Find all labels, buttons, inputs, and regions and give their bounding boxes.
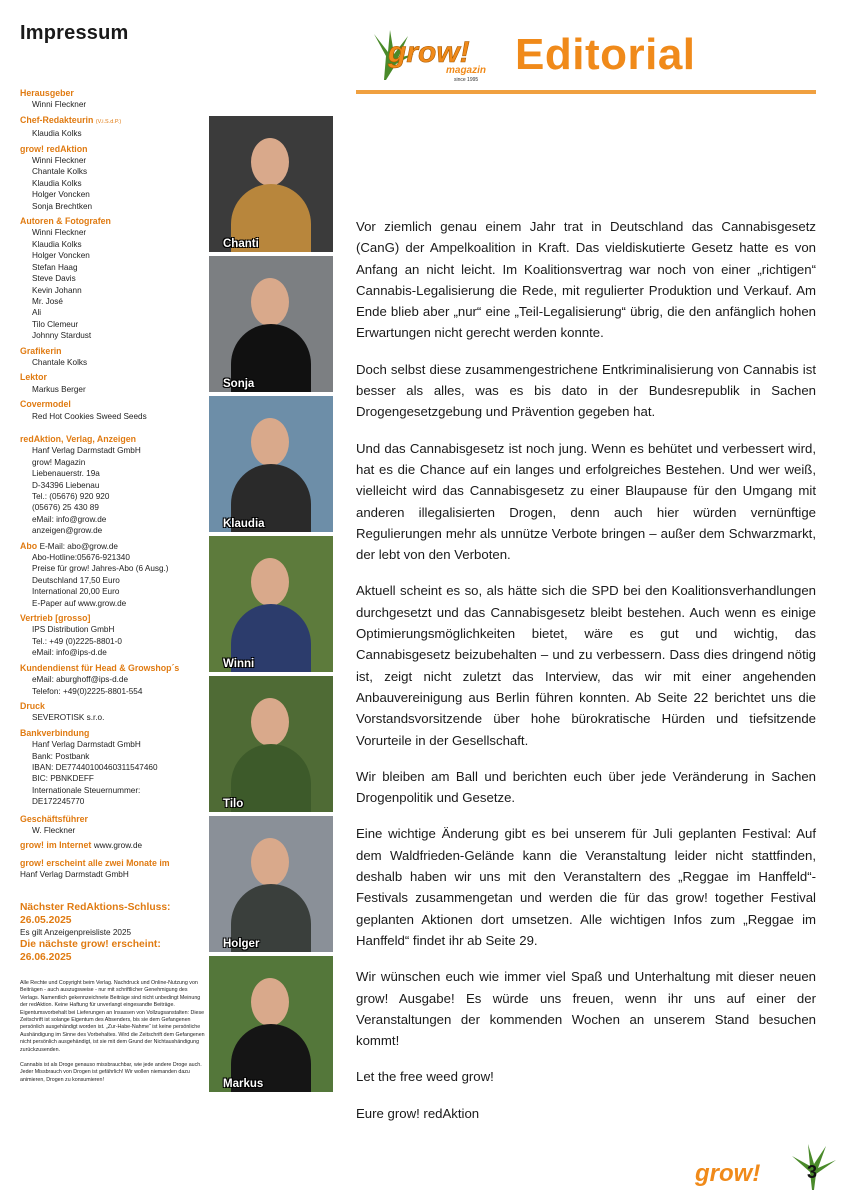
portrait-head xyxy=(251,138,289,186)
impressum-line: Klaudia Kolks xyxy=(32,178,82,188)
portrait-head xyxy=(251,978,289,1026)
photo-caption: Chanti xyxy=(223,238,259,250)
impressum-line: anzeigen@grow.de xyxy=(32,526,103,536)
vertrieb-heading: Vertrieb [grosso] xyxy=(20,613,91,624)
internet-heading: grow! im Internet www.grow.de xyxy=(20,840,143,851)
impressum-line: Tel.: +49 (0)2225-8801-0 xyxy=(32,636,122,646)
photo-caption: Klaudia xyxy=(223,518,265,530)
bank-list xyxy=(20,739,206,807)
impressum-line: Preise für grow! Jahres-Abo (6 Ausg.) xyxy=(32,564,169,574)
autoren-list xyxy=(20,227,206,341)
preisliste-text: Es gilt Anzeigenpreisliste 2025 xyxy=(20,927,132,937)
impressum-line: D-34396 Liebenau xyxy=(32,480,100,490)
article-paragraph: Eure grow! redAktion xyxy=(356,1105,480,1121)
logo-wordmark: grow! xyxy=(388,36,470,69)
impressum-line: Markus Berger xyxy=(32,384,86,394)
photo-caption: Markus xyxy=(223,1078,264,1090)
impressum-line: Mr. José xyxy=(32,296,63,306)
internet-link[interactable]: www.grow.de xyxy=(93,841,143,851)
portrait-head xyxy=(251,278,289,326)
impressum-line: International 20,00 Euro xyxy=(32,587,120,597)
herausgeber-heading: Herausgeber xyxy=(20,88,74,98)
abo-list xyxy=(20,552,206,609)
impressum-line: Tilo Clemeur xyxy=(32,319,79,329)
photo-caption: Tilo xyxy=(223,798,244,810)
impressum-line: eMail: aburghoff@ips-d.de xyxy=(32,675,129,685)
lektor-list xyxy=(20,384,206,395)
grafik-list xyxy=(20,357,206,368)
impressum-line: DE172245770 xyxy=(32,797,85,807)
impressum-line: Internationale Steuernummer: xyxy=(32,785,141,795)
autoren-heading: Autoren & Fotografen xyxy=(20,216,111,227)
impressum-line: Bank: Postbank xyxy=(32,751,90,761)
impressum-line: Red Hot Cookies Sweed Seeds xyxy=(32,411,147,421)
impressum-line: Winni Fleckner xyxy=(32,100,87,110)
editorial-article xyxy=(356,216,816,1139)
warning-text: Cannabis ist als Droge genauso missbrauchbar, wie jede andere Droge auch. Jeder Missbrauch von Drogen ist gefährlich! Wir wollen niemanden dazu animieren, Drogen zu konsumieren! xyxy=(20,1062,202,1083)
logo-sub: magazin xyxy=(446,65,487,76)
impressum-line: Johnny Stardust xyxy=(32,331,92,341)
impressum-line: grow! Magazin xyxy=(32,457,86,467)
team-photos xyxy=(209,116,333,1096)
page-title: Editorial xyxy=(515,30,696,79)
verlag-list xyxy=(20,445,206,536)
erscheint-heading: grow! erscheint alle zwei Monate im xyxy=(20,857,170,868)
photo-tilo xyxy=(209,676,333,812)
logo-since: since 1995 xyxy=(454,77,479,83)
article-paragraph: Eine wichtige Änderung gibt es bei unserem für Juli geplanten Festival: Auf dem Waldfrieden-Gelände kann die Veranstaltung leider nicht stattfinden, deshalb haben wir uns mit den Veranstaltern des „Reggae im Hanffeld“-Festivals zusammengetan und werden die für das grow! together Festival geplanten Aktionen dort umsetzen. Alle wichtigen Infos zum „Reggae im Hanffeld“ findet ihr ab Seite 29. xyxy=(356,826,816,948)
article-paragraph: Und das Cannabisgesetz ist noch jung. Wenn es behütet und verbessert wird, hat es die Chance auf ein langes und erfolgreiches Bestehen. Und wer weiß, vielleicht wird das Cannabisgesetz zu einer Blaupause für den Umgang mit anderen illegalisierten Drogen, denn auch hier würden vernünftige Regulierungen mehr als unnütze Verbote bringen – außer dem Schwarzmarkt, der lebt von den Verboten. xyxy=(356,440,816,563)
impressum-line: eMail: info@ips-d.de xyxy=(32,648,107,658)
article-paragraph: Let the free weed grow! xyxy=(356,1069,494,1085)
impressum-line: Holger Voncken xyxy=(32,190,90,200)
portrait-head xyxy=(251,838,289,886)
article-paragraph: Wir wünschen euch wie immer viel Spaß und Unterhaltung mit dieser neuen grow! Ausgabe! Es würde uns freuen, wenn ihr uns auf einer der Veranstaltungen der kommenden Wochen an unserem Stand besuchen kommt! xyxy=(356,969,816,1049)
photo-caption: Holger xyxy=(223,938,260,950)
portrait-head xyxy=(251,558,289,606)
impressum-line: eMail: info@grow.de xyxy=(32,514,107,524)
impressum-line: Telefon: +49(0)2225-8801-554 xyxy=(32,686,143,696)
gf-list xyxy=(20,825,206,836)
rights-text: Alle Rechte und Copyright beim Verlag. Nachdruck und Online-Nutzung von Beiträgen - auch auszugsweise - nur mit schriftlicher Genehmigung des Verlags. Namentlich gekennzeichnete Beiträge sind nicht unbedingt Meinung der redAktion. Keine Haftung für unverlangt eingesandte Beiträge. Eigentumsvorbehalt bei Lieferungen an Insassen von Vollzugsanstalten: Diese Zeitschrift ist solange Eigentum des Absenders, bis sie dem Gefangenen persönlich ausgehändigt worden ist. „Zur-Habe-Nahme“ ist keine persönliche Aushändigung im Sinne des Vorbehaltes. Wird die Zeitschrift dem Gefangenen nicht persönlich ausgehändigt, ist sie mit dem Grund der Nichtaushändigung zurückzusenden. xyxy=(20,980,205,1053)
lektor-heading: Lektor xyxy=(20,372,47,383)
redaktion-list xyxy=(20,155,206,212)
portrait-head xyxy=(251,418,289,466)
gf-heading: Geschäftsführer xyxy=(20,813,88,824)
impressum-line: Hanf Verlag Darmstadt GmbH xyxy=(32,446,141,456)
photo-sonja xyxy=(209,256,333,392)
abo-heading: Abo E-Mail: abo@grow.de xyxy=(20,540,118,551)
bank-heading: Bankverbindung xyxy=(20,727,90,738)
druck-list xyxy=(20,712,206,723)
impressum-line: Deutschland 17,50 Euro xyxy=(32,575,120,585)
impressum-line: Winni Fleckner xyxy=(32,156,87,166)
impressum-line: Stefan Haag xyxy=(32,262,78,272)
verlag-heading: redAktion, Verlag, Anzeigen xyxy=(20,433,137,444)
impressum-line: Klaudia Kolks xyxy=(32,129,82,139)
portrait-head xyxy=(251,698,289,746)
redaktion-heading: grow! redAktion xyxy=(20,143,88,154)
article-paragraph: Wir bleiben am Ball und berichten euch über jede Veränderung in Sachen Drogenpolitik und Gesetze. xyxy=(356,768,816,806)
schluss-label: Nächster RedAktions-Schluss: xyxy=(20,901,171,913)
kundendienst-heading: Kundendienst für Head & Growshop´s xyxy=(20,662,180,673)
impressum-column xyxy=(20,84,206,1084)
impressum-title: Impressum xyxy=(20,22,129,44)
next-issue-date: 26.06.2025 xyxy=(20,952,72,963)
photo-klaudia xyxy=(209,396,333,532)
schluss-date: 26.05.2025 xyxy=(20,914,72,926)
impressum-line: E-Paper auf www.grow.de xyxy=(32,598,127,608)
photo-winni xyxy=(209,536,333,672)
photo-caption: Winni xyxy=(223,658,255,670)
chef-list xyxy=(20,128,206,139)
impressum-line: Liebenauerstr. 19a xyxy=(32,469,100,479)
impressum-line: Sonja Brechtken xyxy=(32,201,93,211)
impressum-line: W. Fleckner xyxy=(32,825,76,835)
druck-heading: Druck xyxy=(20,700,45,711)
cover-list xyxy=(20,411,206,422)
impressum-line: Abo-Hotline:05676-921340 xyxy=(32,553,130,563)
impressum-line: IBAN: DE77440100460311547460 xyxy=(32,762,158,772)
erscheint-text: Hanf Verlag Darmstadt GmbH xyxy=(20,870,129,880)
footer-logo: grow! xyxy=(695,1160,761,1187)
grafik-heading: Grafikerin xyxy=(20,345,62,356)
photo-chanti xyxy=(209,116,333,252)
herausgeber-list xyxy=(20,99,206,110)
impressum-line: Winni Fleckner xyxy=(32,228,87,238)
article-paragraph: Aktuell scheint es so, als hätte sich die SPD bei den Koalitionsverhandlungen durchgesetzt und das Cannabisgesetz bleibt bestehen. Auch wenn es einige Optimierungsmöglichkeiten bietet, wäre es gut und wichtig, das Cannabisgesetz beizubehalten – und zu verbessern. Dass dies dringend nötig ist, zeigt nicht zuletzt das Interview, das wir mit einer angehenden Anbauvereinigung aus Berlin führen konnten. Ab Seite 22 berichtet uns die Vorstandsvorsitzende über hohe bürokratische Hürden und tiefsitzende Vorurteile in der Gesellschaft. xyxy=(356,583,816,748)
impressum-line: Chantale Kolks xyxy=(32,167,88,177)
grow-magazin-logo xyxy=(356,26,508,84)
kundendienst-list xyxy=(20,674,206,697)
impressum-line: Kevin Johann xyxy=(32,285,82,295)
footer-leaf-icon xyxy=(786,1142,838,1192)
vertrieb-list xyxy=(20,624,206,658)
impressum-line: Klaudia Kolks xyxy=(32,239,82,249)
photo-markus xyxy=(209,956,333,1092)
impressum-line: Holger Voncken xyxy=(32,251,90,261)
impressum-line: (05676) 25 430 89 xyxy=(32,503,99,513)
impressum-line: Steve Davis xyxy=(32,274,76,284)
photo-holger xyxy=(209,816,333,952)
photo-caption: Sonja xyxy=(223,378,255,390)
article-paragraph: Vor ziemlich genau einem Jahr trat in Deutschland das Cannabisgesetz (CanG) der Ampelkoalition in Kraft. Das vieldiskutierte Gesetz hatte es von Anfang an nicht leicht. Im Koalitionsvertrag war noch von einer „richtigen“ Cannabis-Legalisierung die Rede, mit regulierter Produktion und Verkauf. Am Ende blieb aber „nur“ eine „Teil-Legalisierung“ übrig, die den anfänglich hohen Erwartungen nicht gerecht werden konnte. xyxy=(356,219,816,341)
title-rule xyxy=(356,90,816,94)
cover-heading: Covermodel xyxy=(20,399,71,410)
impressum-line: Hanf Verlag Darmstadt GmbH xyxy=(32,740,141,750)
page-number: 3 xyxy=(806,1162,818,1182)
impressum-line: Tel.: (05676) 920 920 xyxy=(32,492,110,501)
next-issue-label: Die nächste grow! erscheint: xyxy=(20,939,161,950)
chef-heading: Chef-Redakteurin (V.i.S.d.P.) xyxy=(20,114,122,125)
impressum-line: IPS Distribution GmbH xyxy=(32,625,115,635)
article-paragraph: Doch selbst diese zusammengestrichene Entkriminalisierung von Cannabis ist besser als alles, was es bis dato in der Bundesrepublik in Sachen Drogengesetzgebung und Prävention gegeben hat. xyxy=(356,361,816,420)
impressum-line: SEVEROTISK s.r.o. xyxy=(32,713,105,723)
impressum-line: Ali xyxy=(32,308,42,318)
impressum-line: BIC: PBNKDEFF xyxy=(32,774,94,784)
impressum-line: Chantale Kolks xyxy=(32,357,88,367)
